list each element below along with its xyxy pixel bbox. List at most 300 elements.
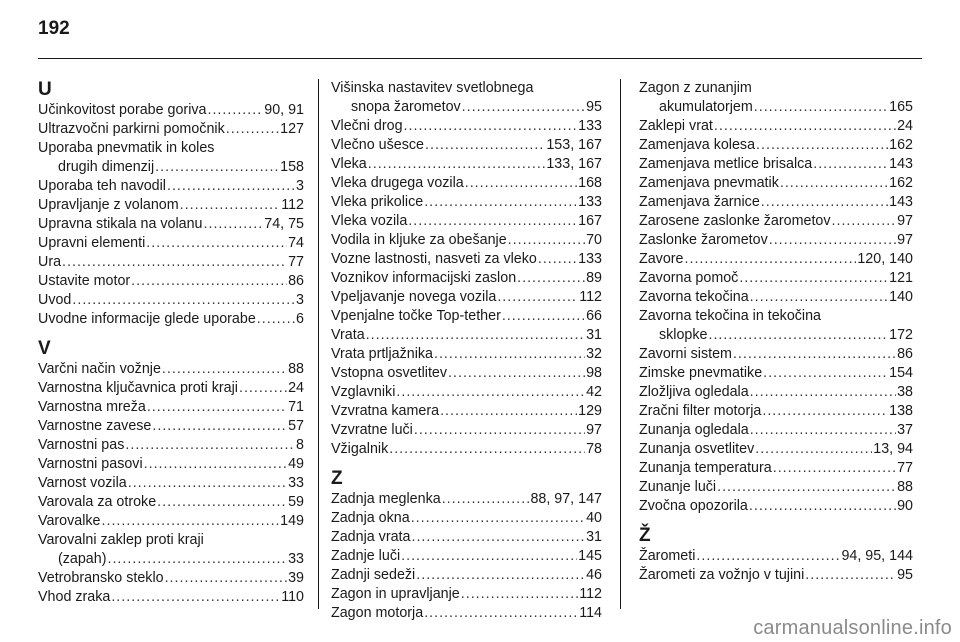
index-entry-pages: 110 — [281, 589, 304, 605]
index-entry — [331, 421, 602, 440]
dot-leader — [396, 383, 585, 402]
dot-leader — [750, 383, 896, 402]
index-entry-title: Zadnje luči — [331, 548, 401, 564]
index-entry-pages: 74, 75 — [264, 216, 304, 232]
index-entry-title: Vodila in kljuke za obešanje — [331, 232, 507, 248]
dot-leader — [157, 493, 287, 512]
dot-leader — [125, 436, 295, 455]
index-entry-title: drugih dimenzij — [58, 159, 155, 175]
index-entry-title: Ultrazvočni parkirni pomočnik — [38, 121, 225, 137]
index-entry — [38, 234, 304, 253]
index-entry — [38, 417, 304, 436]
index-entry — [639, 383, 913, 402]
column-divider-2 — [620, 79, 621, 609]
index-entry-pages: 145 — [578, 548, 602, 564]
index-entry-pages: 165 — [889, 99, 913, 115]
index-entry-pages: 59 — [288, 494, 304, 510]
index-entry-pages: 88 — [897, 479, 913, 495]
index-entry-pages: 133, 167 — [546, 156, 602, 172]
index-entry — [331, 345, 602, 364]
index-entry — [38, 379, 304, 398]
index-entry-pages: 86 — [897, 346, 913, 362]
index-entry-title: Zvočna opozorila — [639, 498, 748, 514]
index-entry-title: Vleka vozila — [331, 213, 408, 229]
index-entry-pages: 88, 97, 147 — [530, 491, 602, 507]
index-entry — [639, 402, 913, 421]
index-entry-heading: Zagon z zunanjim — [639, 80, 752, 96]
dot-leader — [813, 155, 888, 174]
dot-leader — [762, 402, 888, 421]
index-entry-title: Zunanja osvetlitev — [639, 441, 755, 457]
index-entry-title: Vetrobransko steklo — [38, 570, 164, 586]
index-entry — [331, 269, 602, 288]
index-entry — [331, 440, 602, 459]
index-column-3 — [639, 79, 913, 585]
index-entry-pages: 49 — [288, 456, 304, 472]
index-entry-pages: 138 — [889, 403, 913, 419]
index-letter-heading: V — [38, 338, 51, 359]
index-entry-pages: 3 — [296, 178, 304, 194]
index-entry — [639, 547, 913, 566]
index-entry — [331, 490, 602, 509]
index-entry-pages: 24 — [897, 118, 913, 134]
index-entry-title: Zamenjava kolesa — [639, 137, 756, 153]
index-entry-title: Vzvratne luči — [331, 422, 413, 438]
index-entry — [38, 196, 304, 215]
index-entry — [331, 117, 602, 136]
index-entry-pages: 95 — [897, 567, 913, 583]
index-column-2 — [331, 79, 602, 623]
index-entry — [331, 585, 602, 604]
index-entry-title: Zadnja vrata — [331, 529, 411, 545]
index-entry-title: Zamenjava pnevmatik — [639, 175, 779, 191]
index-entry — [331, 509, 602, 528]
index-entry-pages: 33 — [288, 551, 304, 567]
index-entry-title: Vzglavniki — [331, 384, 396, 400]
index-entry-pages: 40 — [586, 510, 602, 526]
index-entry-pages: 71 — [288, 399, 304, 415]
index-entry — [639, 136, 913, 155]
index-entry-title: Vrata — [331, 327, 365, 343]
index-entry-pages: 97 — [897, 213, 913, 229]
index-entry — [38, 291, 304, 310]
index-entry-title: Zamenjava žarnice — [639, 194, 760, 210]
index-entry-title: Ura — [38, 254, 62, 270]
index-entry-title: Zavorni sistem — [639, 346, 732, 362]
index-entry-pages: 121 — [889, 270, 913, 286]
dot-leader — [465, 174, 577, 193]
index-entry-pages: 33 — [288, 475, 304, 491]
index-entry-title: Vzvratna kamera — [331, 403, 440, 419]
index-entry — [331, 136, 602, 155]
dot-leader — [226, 120, 279, 139]
index-entry-pages: 97 — [897, 232, 913, 248]
index-entry-title: Uvod — [38, 292, 72, 308]
dot-leader — [749, 497, 896, 516]
index-entry-title: Vhod zraka — [38, 589, 111, 605]
index-entry-title: Ustavite motor — [38, 273, 131, 289]
index-entry — [38, 120, 304, 139]
index-entry — [331, 364, 602, 383]
index-letter-heading: Ž — [639, 525, 651, 546]
index-entry-pages: 140 — [889, 289, 913, 305]
index-entry-pages: 143 — [889, 194, 913, 210]
dot-leader — [717, 478, 896, 497]
dot-leader — [72, 291, 295, 310]
index-entry-pages: 97 — [586, 422, 602, 438]
index-entry-title: snopa žarometov — [351, 99, 461, 115]
index-entry — [331, 288, 602, 307]
dot-leader — [389, 440, 585, 459]
index-entry-title: Zračni filter motorja — [639, 403, 762, 419]
index-entry-title: Vleka — [331, 156, 367, 172]
dot-leader — [147, 398, 287, 417]
index-entry-pages: 77 — [288, 254, 304, 270]
dot-leader — [434, 345, 585, 364]
dot-leader — [167, 177, 295, 196]
index-entry-pages: 167 — [578, 213, 602, 229]
index-entry-title: Varovalke — [38, 513, 101, 529]
index-entry-pages: 90 — [897, 498, 913, 514]
index-entry-pages: 112 — [579, 586, 602, 602]
index-entry-title: Zaklepi vrat — [639, 118, 713, 134]
index-entry-heading: Varovalni zaklep proti kraji — [38, 532, 204, 548]
column-divider-1 — [318, 79, 319, 609]
index-entry-title: Varnostne zavese — [38, 418, 152, 434]
index-entry-pages: 149 — [280, 513, 304, 529]
index-entry-pages: 74 — [288, 235, 304, 251]
index-entry — [639, 231, 913, 250]
index-entry — [639, 155, 913, 174]
index-entry — [38, 101, 304, 120]
index-entry — [38, 531, 304, 569]
index-entry — [331, 193, 602, 212]
index-entry-title: Uporaba teh navodil — [38, 178, 166, 194]
index-entry-pages: 127 — [280, 121, 304, 137]
index-entry-title: Varovala za otroke — [38, 494, 157, 510]
dot-leader — [416, 566, 585, 585]
index-entry — [331, 547, 602, 566]
dot-leader — [165, 569, 288, 588]
index-letter-heading: U — [38, 79, 52, 100]
index-entry — [639, 440, 913, 459]
dot-leader — [207, 101, 263, 120]
index-entry-title: Vpenjalne točke Top-tether — [331, 308, 501, 324]
index-entry — [331, 604, 602, 623]
index-entry-title: Žarometi — [639, 548, 696, 564]
index-entry — [331, 231, 602, 250]
index-entry-title: Voznikov informacijski zaslon — [331, 270, 517, 286]
dot-leader — [155, 158, 279, 177]
dot-leader — [440, 402, 577, 421]
index-entry — [639, 345, 913, 364]
dot-leader — [424, 604, 578, 623]
dot-leader — [257, 310, 295, 329]
index-entry-pages: 31 — [586, 327, 602, 343]
index-entry — [331, 566, 602, 585]
dot-leader — [755, 440, 872, 459]
index-entry — [38, 588, 304, 607]
index-entry — [639, 174, 913, 193]
index-entry — [639, 364, 913, 383]
dot-leader — [497, 288, 578, 307]
dot-leader — [62, 253, 287, 272]
index-entry-title: Zunanje luči — [639, 479, 717, 495]
index-entry — [331, 528, 602, 547]
dot-leader — [408, 212, 577, 231]
index-entry — [331, 250, 602, 269]
dot-leader — [750, 421, 896, 440]
index-entry-title: Varčni način vožnje — [38, 361, 161, 377]
index-entry — [38, 493, 304, 512]
dot-leader — [107, 550, 287, 569]
index-entry-pages: 38 — [897, 384, 913, 400]
index-entry-pages: 112 — [281, 197, 304, 213]
index-entry — [38, 310, 304, 329]
dot-leader — [739, 269, 888, 288]
watermark: carmanualsonline.info — [753, 617, 952, 639]
index-entry — [331, 326, 602, 345]
dot-leader — [144, 455, 287, 474]
dot-leader — [461, 585, 578, 604]
dot-leader — [368, 155, 546, 174]
index-entry-title: Varnostna mreža — [38, 399, 146, 415]
index-entry-title: Vleka drugega vozila — [331, 175, 464, 191]
index-entry-pages: 24 — [288, 380, 304, 396]
dot-leader — [714, 117, 896, 136]
dot-leader — [756, 136, 888, 155]
index-entry-pages: 90, 91 — [264, 102, 304, 118]
dot-leader — [411, 528, 585, 547]
index-entry-title: Zamenjava metlice brisalca — [639, 156, 813, 172]
index-entry-title: akumulatorjem — [659, 99, 753, 115]
index-entry-pages: 66 — [586, 308, 602, 324]
index-entry-title: Zavorna pomoč — [639, 270, 739, 286]
index-entry-pages: 168 — [578, 175, 602, 191]
index-entry-pages: 70 — [586, 232, 602, 248]
dot-leader — [502, 307, 585, 326]
index-entry-heading: Višinska nastavitev svetlobnega — [331, 80, 534, 96]
index-entry — [38, 272, 304, 291]
index-entry-pages: 172 — [889, 327, 913, 343]
index-entry — [639, 421, 913, 440]
dot-leader — [204, 215, 264, 234]
index-entry-title: Zložljiva ogledala — [639, 384, 749, 400]
index-entry-title: Zadnji sedeži — [331, 567, 416, 583]
index-entry-title: Uvodne informacije glede uporabe — [38, 311, 256, 327]
index-entry-pages: 94, 95, 144 — [841, 548, 913, 564]
dot-leader — [517, 269, 585, 288]
index-entry — [331, 212, 602, 231]
index-entry-title: Zadnja meglenka — [331, 491, 441, 507]
dot-leader — [708, 326, 888, 345]
index-entry-pages: 129 — [578, 403, 602, 419]
index-entry-pages: 57 — [288, 418, 304, 434]
index-column-1 — [38, 79, 304, 607]
dot-leader — [404, 117, 578, 136]
index-entry-pages: 114 — [579, 605, 602, 621]
index-entry-pages: 112 — [579, 289, 602, 305]
index-entry — [38, 177, 304, 196]
index-entry-pages: 6 — [296, 311, 304, 327]
index-entry-pages: 46 — [586, 567, 602, 583]
index-entry-pages: 153, 167 — [546, 137, 602, 153]
dot-leader — [763, 364, 888, 383]
dot-leader — [508, 231, 585, 250]
index-entry-pages: 133 — [578, 194, 602, 210]
index-entry-title: Vlečno ušesce — [331, 137, 424, 153]
index-entry — [639, 212, 913, 231]
index-entry — [38, 436, 304, 455]
index-entry-pages: 78 — [586, 441, 602, 457]
index-entry — [38, 398, 304, 417]
index-entry — [639, 288, 913, 307]
index-entry-pages: 120, 140 — [857, 251, 913, 267]
dot-leader — [162, 360, 287, 379]
index-entry-title: Vleka prikolice — [331, 194, 424, 210]
dot-leader — [761, 193, 888, 212]
index-entry-pages: 162 — [889, 175, 913, 191]
index-entry-title: (zapah) — [58, 551, 107, 567]
index-entry-pages: 13, 94 — [873, 441, 913, 457]
index-entry-pages: 77 — [897, 460, 913, 476]
index-entry — [639, 193, 913, 212]
index-entry-title: Zagon in upravljanje — [331, 586, 460, 602]
index-entry-title: Učinkovitost porabe goriva — [38, 102, 207, 118]
dot-leader — [754, 98, 888, 117]
index-entry-pages: 37 — [897, 422, 913, 438]
dot-leader — [425, 136, 545, 155]
index-entry — [639, 497, 913, 516]
dot-leader — [424, 193, 577, 212]
index-entry-title: Varnost vozila — [38, 475, 127, 491]
index-entry-title: Zaslonke žarometov — [639, 232, 768, 248]
index-entry-title: Varnostna ključavnica proti kraji — [38, 380, 238, 396]
index-entry-title: Vžigalnik — [331, 441, 389, 457]
dot-leader — [131, 272, 287, 291]
index-entry-pages: 95 — [586, 99, 602, 115]
index-entry — [639, 250, 913, 269]
index-entry-pages: 39 — [288, 570, 304, 586]
index-entry-title: Vpeljavanje novega vozila — [331, 289, 497, 305]
index-entry — [331, 402, 602, 421]
index-entry-title: Upravna stikala na volanu — [38, 216, 203, 232]
index-entry-heading: Uporaba pnevmatik in koles — [38, 140, 215, 156]
dot-leader — [411, 509, 585, 528]
index-letter-heading: Z — [331, 468, 343, 489]
index-entry-heading: Zavorna tekočina in tekočina — [639, 308, 821, 324]
index-entry-title: sklopke — [659, 327, 708, 343]
index-entry — [639, 307, 913, 345]
index-entry-title: Zagon motorja — [331, 605, 424, 621]
index-entry-pages: 154 — [889, 365, 913, 381]
dot-leader — [750, 288, 888, 307]
index-entry — [38, 139, 304, 177]
index-entry — [639, 79, 913, 117]
index-entry-pages: 158 — [280, 159, 304, 175]
index-entry-pages: 89 — [586, 270, 602, 286]
index-entry — [331, 383, 602, 402]
index-entry-title: Vlečni drog — [331, 118, 403, 134]
dot-leader — [696, 547, 840, 566]
dot-leader — [180, 196, 281, 215]
dot-leader — [102, 512, 280, 531]
index-entry-title: Varnostni pasovi — [38, 456, 143, 472]
index-entry — [639, 459, 913, 478]
dot-leader — [780, 174, 888, 193]
index-entry — [639, 566, 913, 585]
dot-leader — [769, 231, 896, 250]
dot-leader — [239, 379, 287, 398]
index-entry-pages: 3 — [296, 292, 304, 308]
index-entry-pages: 86 — [288, 273, 304, 289]
index-entry — [38, 474, 304, 493]
dot-leader — [152, 417, 287, 436]
index-entry — [38, 253, 304, 272]
dot-leader — [685, 250, 857, 269]
index-entry — [331, 174, 602, 193]
index-entry-title: Upravni elementi — [38, 235, 146, 251]
index-entry-title: Vstopna osvetlitev — [331, 365, 448, 381]
index-entry-pages: 42 — [586, 384, 602, 400]
dot-leader — [128, 474, 287, 493]
dot-leader — [146, 234, 287, 253]
index-entry — [38, 360, 304, 379]
index-entry — [331, 155, 602, 174]
index-entry — [38, 455, 304, 474]
index-entry — [331, 307, 602, 326]
index-entry — [38, 215, 304, 234]
index-entry-title: Vrata prtljažnika — [331, 346, 433, 362]
index-entry-pages: 143 — [889, 156, 913, 172]
dot-leader — [538, 250, 577, 269]
page-number: 192 — [38, 18, 70, 39]
index-entry-title: Upravljanje z volanom — [38, 197, 179, 213]
index-entry — [38, 512, 304, 531]
dot-leader — [832, 212, 897, 231]
index-entry-title: Žarometi za vožnjo v tujini — [639, 567, 805, 583]
index-entry — [639, 117, 913, 136]
dot-leader — [414, 421, 585, 440]
index-entry — [639, 478, 913, 497]
index-entry-title: Zunanja ogledala — [639, 422, 749, 438]
dot-leader — [448, 364, 585, 383]
index-entry-title: Zavorna tekočina — [639, 289, 749, 305]
index-entry-title: Vozne lastnosti, nasveti za vleko — [331, 251, 537, 267]
index-entry — [639, 269, 913, 288]
index-entry — [331, 79, 602, 117]
index-entry-pages: 32 — [586, 346, 602, 362]
index-entry-pages: 88 — [288, 361, 304, 377]
index-entry-pages: 98 — [586, 365, 602, 381]
dot-leader — [111, 588, 280, 607]
dot-leader — [366, 326, 585, 345]
index-entry-pages: 8 — [296, 437, 304, 453]
dot-leader — [733, 345, 896, 364]
index-entry-pages: 133 — [578, 118, 602, 134]
index-entry-pages: 133 — [578, 251, 602, 267]
dot-leader — [773, 459, 896, 478]
index-entry-title: Zimske pnevmatike — [639, 365, 763, 381]
header-divider — [38, 58, 922, 59]
dot-leader — [805, 566, 896, 585]
dot-leader — [442, 490, 530, 509]
index-entry-pages: 162 — [889, 137, 913, 153]
index-entry-title: Varnostni pas — [38, 437, 125, 453]
index-entry-title: Zarosene zaslonke žarometov — [639, 213, 831, 229]
index-entry-title: Zunanja temperatura — [639, 460, 772, 476]
index-entry-title: Zadnja okna — [331, 510, 410, 526]
